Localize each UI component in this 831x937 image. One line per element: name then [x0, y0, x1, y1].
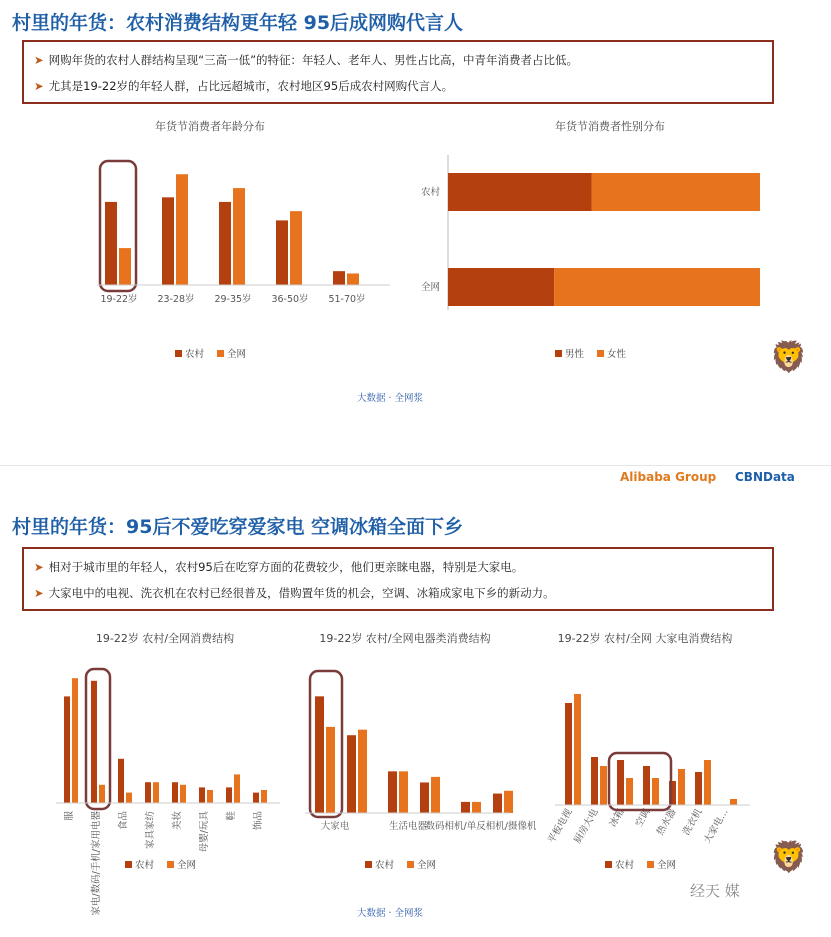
tick-label: 29-35岁: [214, 294, 252, 305]
bar-1-0: [162, 197, 174, 285]
section2-title: 村里的年货：95后不爱吃穿爱家电 空调冰箱全面下乡: [12, 516, 464, 538]
bar-0-1: [592, 173, 760, 211]
alibaba-logo: Alibaba Group: [620, 470, 717, 484]
category-label: 农村: [420, 187, 440, 198]
bar-2-0: [118, 759, 124, 803]
bar-1-1: [399, 771, 408, 813]
bar-1-1: [99, 785, 105, 803]
source-label-2: 大数据 · 全网浆: [356, 908, 424, 919]
legend-label: 全网: [657, 860, 677, 871]
bar-0-0: [315, 696, 324, 813]
chart1-title: 年货节消费者年龄分布: [155, 120, 265, 133]
bar-2-1: [233, 188, 245, 285]
bar-2-1: [126, 793, 132, 803]
bar-2-3: [504, 791, 513, 813]
bar-7-0: [253, 793, 259, 803]
section1-title: 村里的年货：农村消费结构更年轻 95后成网购代言人: [12, 12, 464, 34]
bar-6-1: [730, 799, 737, 805]
tick-label: 洗衣机: [680, 807, 705, 838]
legend-swatch: [125, 861, 132, 868]
legend-swatch: [175, 350, 182, 357]
legend-label: 农村: [135, 860, 155, 871]
bar-2-0: [461, 802, 470, 813]
legend-swatch: [167, 861, 174, 868]
cbndata-logo: CBNData: [735, 470, 795, 484]
tick-label: 饰品: [253, 811, 264, 831]
bar-2-1: [472, 802, 481, 813]
arrow-icon: ➤: [34, 560, 44, 574]
legend-label: 农村: [375, 860, 395, 871]
bar-7-1: [261, 790, 267, 803]
legend-swatch: [647, 861, 654, 868]
source-label-1: 大数据 · 全网浆: [356, 393, 424, 404]
bar-4-1: [180, 785, 186, 803]
legend-swatch: [407, 861, 414, 868]
tick-label: 生活电器: [388, 821, 428, 832]
tick-label: 美妆: [172, 811, 183, 831]
bar-1-0: [388, 771, 397, 813]
bar-2-0: [617, 760, 624, 805]
bar-3-1: [153, 782, 159, 803]
bar-3-0: [643, 766, 650, 805]
legend-swatch: [597, 350, 604, 357]
tick-label: 鞋: [226, 811, 237, 821]
bar-1-1: [176, 174, 188, 285]
legend-label: 全网: [177, 860, 197, 871]
section1-bullet-1: ➤ 网购年货的农村人群结构呈现“三高一低”的特征：年轻人、老年人、男性占比高，中青年消费者占比低。: [34, 53, 579, 67]
chart4-title: 19-22岁 农村/全网电器类消费结构: [319, 632, 491, 645]
bar-5-1: [704, 760, 711, 805]
bar-1-0: [448, 268, 554, 306]
legend-label: 全网: [227, 349, 247, 360]
bar-2-1: [626, 778, 633, 805]
legend-label: 全网: [417, 860, 437, 871]
bar-4-0: [172, 782, 178, 803]
bar-1-0: [591, 757, 598, 805]
chart5-title: 19-22岁 农村/全网 大家电消费结构: [557, 632, 733, 645]
arrow-icon: ➤: [34, 53, 44, 67]
tick-label: 厨房大电: [572, 807, 601, 846]
section2-bullet-box: [22, 547, 774, 611]
highlight-box: [86, 669, 110, 809]
section-divider: [0, 465, 831, 466]
bar-5-0: [695, 772, 702, 805]
bar-1-0: [91, 681, 97, 803]
legend-label: 男性: [565, 349, 585, 360]
chart5-large-appliance-structure: [525, 665, 755, 885]
chart4-appliance-structure: [295, 665, 537, 885]
tick-label: 服: [64, 811, 75, 821]
chart1-age-distribution: [60, 140, 390, 370]
bar-4-0: [333, 271, 345, 285]
arrow-icon: ➤: [34, 79, 44, 93]
tick-label: 23-28岁: [157, 294, 195, 305]
tick-label: 数码相机/单反相机/摄像机: [425, 821, 537, 832]
legend-swatch: [217, 350, 224, 357]
arrow-icon: ➤: [34, 586, 44, 600]
tick-label: 大家电…: [702, 807, 731, 846]
bar-5-0: [199, 787, 205, 803]
tick-label: 家具家纺: [145, 811, 156, 850]
tick-label: 51-70岁: [328, 294, 366, 305]
legend-label: 女性: [607, 349, 627, 360]
chart2-gender-distribution: [400, 140, 780, 370]
bar-0-0: [448, 173, 592, 211]
tick-label: 热水器: [654, 807, 679, 838]
category-label: 全网: [420, 282, 440, 293]
tick-label: 母婴/玩具: [199, 811, 210, 853]
bar-1-2: [420, 782, 429, 813]
section1-bullet-box: [22, 40, 774, 104]
bar-2-0: [219, 202, 231, 285]
bar-2-2: [493, 794, 502, 813]
bar-4-1: [678, 769, 685, 805]
bar-0-3: [358, 730, 367, 813]
bar-0-0: [105, 202, 117, 285]
lion-mascot-icon: 🦁: [770, 340, 808, 375]
chart3-title: 19-22岁 农村/全网消费结构: [95, 632, 235, 645]
legend-swatch: [555, 350, 562, 357]
tick-label: 36-50岁: [271, 294, 309, 305]
tick-label: 19-22岁: [100, 294, 138, 305]
watermark-text: 经天 媒: [690, 882, 740, 900]
bar-0-1: [72, 678, 78, 803]
bar-4-1: [347, 273, 359, 285]
tick-label: 家电/数码/手机/家用电器: [91, 811, 102, 916]
tick-label: 平板电视: [546, 807, 575, 846]
legend-label: 农村: [615, 860, 635, 871]
tick-label: 空调: [633, 807, 653, 829]
section2-bullet-1: ➤ 相对于城市里的年轻人，农村95后在吃穿方面的花费较少，他们更亲睐电器，特别是大家电。: [34, 560, 524, 574]
bar-3-0: [276, 220, 288, 285]
bar-6-1: [234, 774, 240, 803]
tick-label: 食品: [118, 811, 129, 831]
chart3-consumption-structure: [50, 665, 290, 916]
section2-bullet-2: ➤ 大家电中的电视、洗衣机在农村已经很普及，借购置年货的机会，空调、冰箱成家电下乡的新动力。: [34, 586, 555, 600]
bar-5-1: [207, 790, 213, 803]
bar-0-0: [565, 703, 572, 805]
bar-0-1: [119, 248, 131, 285]
bar-0-1: [326, 727, 335, 813]
legend-swatch: [365, 861, 372, 868]
bar-3-1: [290, 211, 302, 285]
bar-3-0: [145, 782, 151, 803]
bar-0-0: [64, 696, 70, 803]
legend-label: 农村: [185, 349, 205, 360]
section1-bullet-2: ➤ 尤其是19-22岁的年轻人群，占比远超城市，农村地区95后成农村网购代言人。: [34, 79, 454, 93]
tick-label: 大家电: [320, 821, 350, 832]
bar-1-1: [554, 268, 760, 306]
bar-6-0: [226, 787, 232, 803]
lion-mascot-icon: 🦁: [770, 840, 808, 875]
chart2-title: 年货节消费者性别分布: [555, 120, 665, 133]
tick-label: 冰箱: [607, 807, 627, 829]
bar-0-1: [574, 694, 581, 805]
bar-0-2: [347, 735, 356, 813]
legend-swatch: [605, 861, 612, 868]
bar-1-1: [600, 766, 607, 805]
bar-3-1: [652, 778, 659, 805]
bar-1-3: [431, 777, 440, 813]
